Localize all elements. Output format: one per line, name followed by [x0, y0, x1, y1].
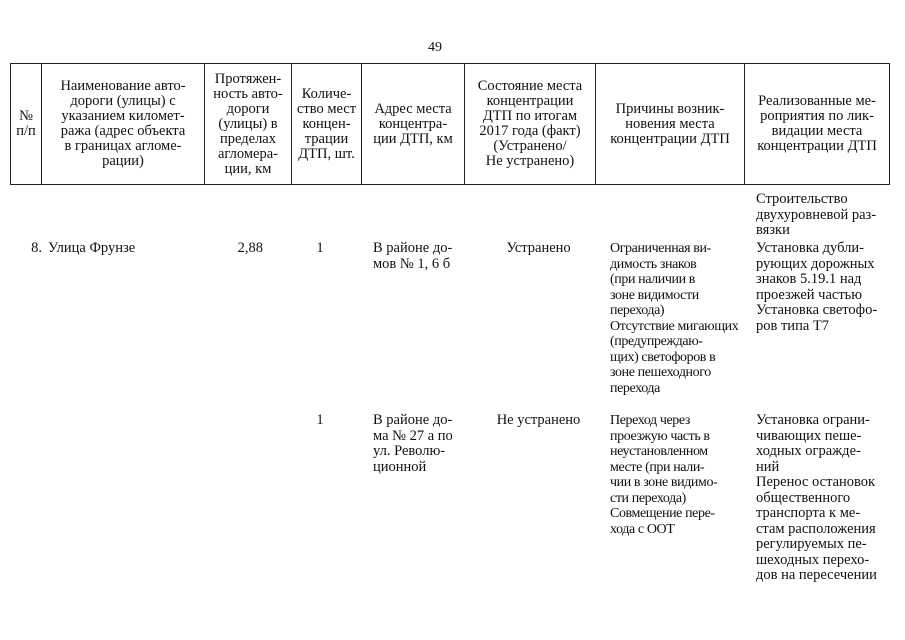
header-measures: Реализованные ме- роприятия по лик- видации места концентрации ДТП [745, 64, 890, 185]
header-causes: Причины возник- новения места концентрации ДТП [596, 64, 745, 185]
row2-measures: Установка ограни- чивающих пеше- ходных огражде- ний Перенос остановок общественного транспорта к ме- стам расположения регулируемых пе- шеходных перехо- дов на пересечении [756, 412, 877, 583]
page-number: 49 [428, 40, 442, 55]
header-spot-state: Состояние места концентрации ДТП по итогам 2017 года (факт) (Устранено/ Не устранено) [465, 64, 596, 185]
header-road-length: Протяжен- ность авто- дороги (улицы) в пределах агломера- ции, км [205, 64, 292, 185]
row2-state: Не устранено [496, 412, 581, 428]
header-row [11, 64, 890, 185]
row1-number: 8. [31, 240, 42, 256]
row1-count: 1 [316, 240, 324, 256]
row1-state: Устранено [506, 240, 571, 256]
row2-address: В районе до- ма № 27 а по ул. Револю- ционной [373, 412, 453, 475]
table-header [10, 63, 890, 185]
header-spot-count: Количе- ство мест концен- трации ДТП, шт. [292, 64, 362, 185]
row1-address: В районе до- мов № 1, 6 б [373, 240, 453, 272]
row1-measures: Установка дубли- рующих дорожных знаков 5.19.1 над проезжей частью Установка светофо- ров типа Т7 [756, 240, 878, 334]
row2-causes: Переход через проезжую часть в неустановленном месте (при нали- чии в зоне видимо- сти перехода) Совмещение пере- хода с ООТ [610, 413, 718, 537]
header-number: № п/п [11, 64, 42, 185]
row1-road: Улица Фрунзе [48, 240, 136, 256]
row1-length: 2,88 [237, 240, 263, 256]
row1-measures-top: Строительство двухуровневой раз- вязки [756, 191, 877, 238]
header-road-name: Наименование авто- дороги (улицы) с указанием километ- ража (адрес объекта в границах агломе- рации) [42, 64, 205, 185]
header-spot-address: Адрес места концентра- ции ДТП, км [362, 64, 465, 185]
row2-count: 1 [316, 412, 324, 428]
row1-causes: Ограниченная ви- димость знаков (при наличии в зоне видимости перехода) Отсутствие мигающих (предупреждаю- щих) светофоров в зоне пешеходного перехода [610, 241, 739, 396]
